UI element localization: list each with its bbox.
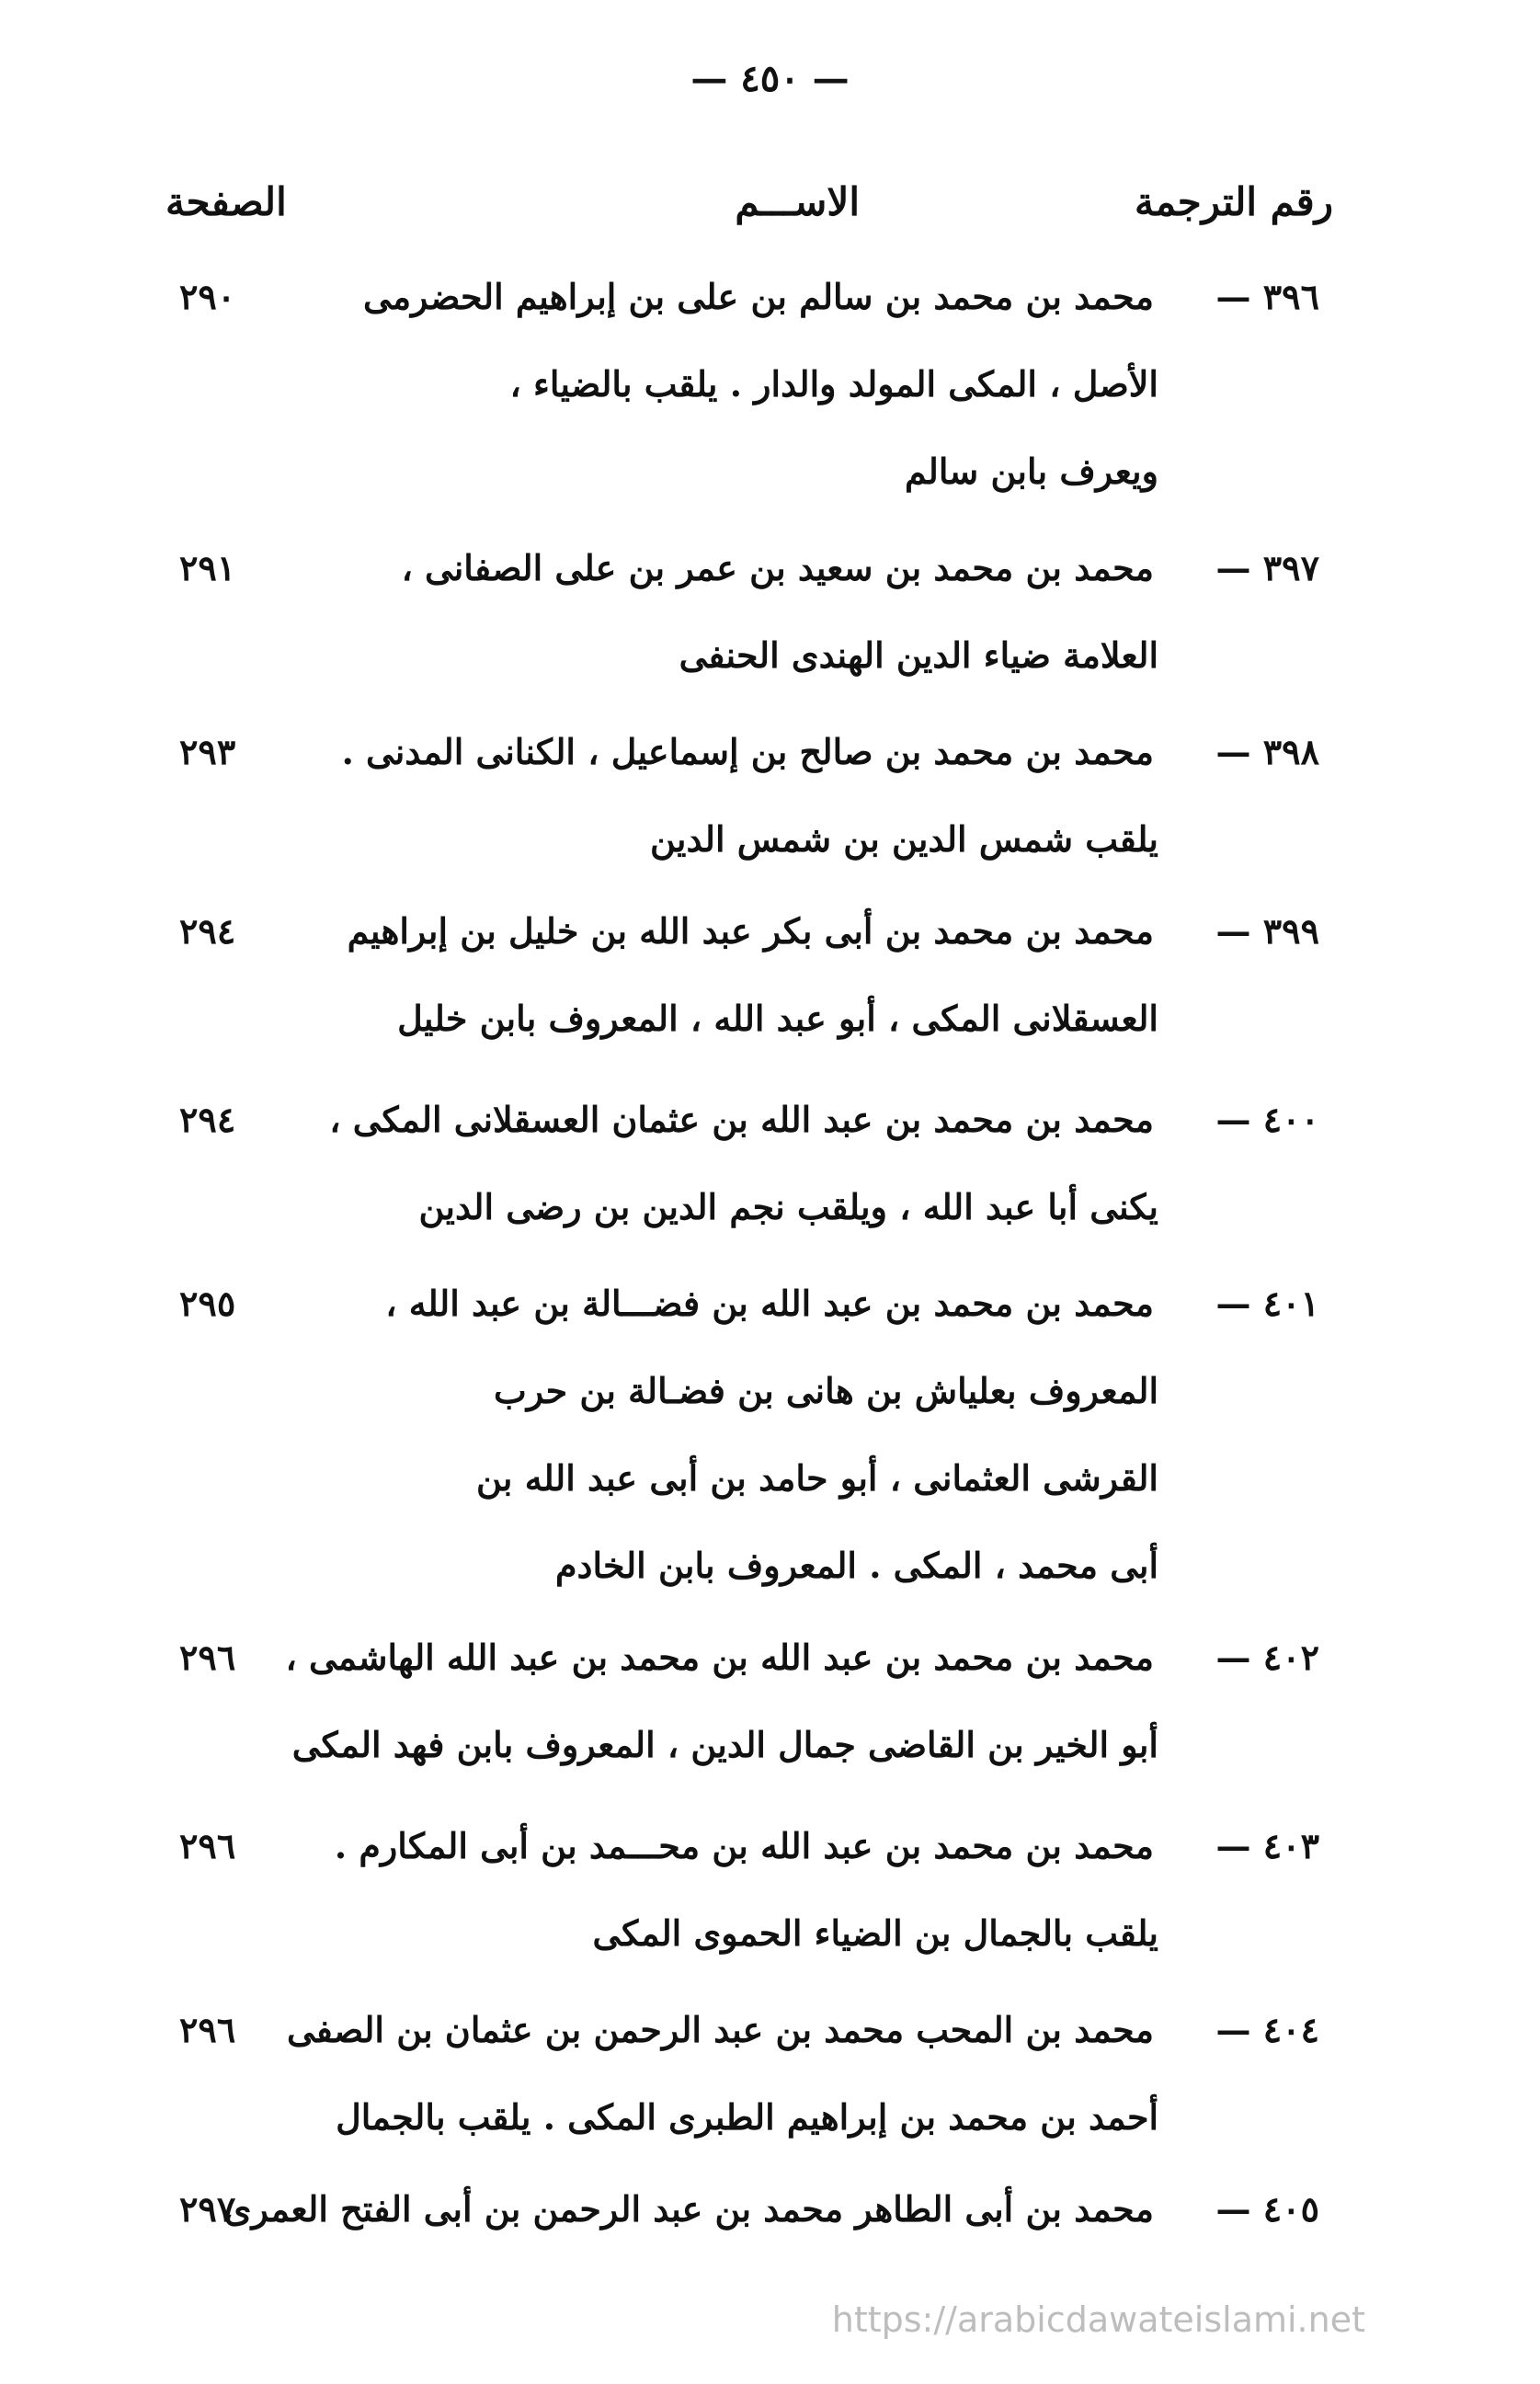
header-page: الصفحة <box>165 179 287 224</box>
entry-page: ٢٩٥ <box>179 1283 236 1324</box>
entry-line: ويعرف بابن سالم <box>904 451 1158 492</box>
entry-page: ٢٩٤ <box>179 1099 236 1140</box>
entry-line: يلقب بالجمال بن الضياء الحموى المكى <box>592 1912 1158 1954</box>
entry-number: ٤٠٠ — <box>1215 1099 1319 1140</box>
entry-page: ٢٩٠ <box>179 276 236 317</box>
entry-page: ٢٩٦ <box>179 1825 236 1866</box>
entry-line: محمد بن أبى الطاهر محمد بن عبد الرحمن بن أبى الفتح العمرى <box>223 2188 1154 2230</box>
entry-line: محمد بن المحب محمد بن عبد الرحمن بن عثمان بن الصفى <box>286 2009 1154 2050</box>
page-number: — ٤٥٠ — <box>690 57 850 100</box>
entry-number: ٤٠١ — <box>1215 1283 1319 1324</box>
entry-line: محمد بن محمد بن عبد الله بن فضـــالة بن عبد الله ، <box>385 1283 1154 1324</box>
entry-number: ٣٩٦ — <box>1215 276 1319 317</box>
entry-line: يكنى أبا عبد الله ، ويلقب نجم الدين بن رضى الدين <box>418 1186 1158 1227</box>
entry-line: أحمد بن محمد بن إبراهيم الطبرى المكى . يلقب بالجمال <box>336 2096 1158 2138</box>
entry-page: ٢٩٦ <box>179 1637 236 1678</box>
entry-number: ٤٠٣ — <box>1215 1825 1319 1866</box>
entry-page: ٢٩٦ <box>179 2009 236 2050</box>
entry-line: القرشى العثمانى ، أبو حامد بن أبى عبد الله بن <box>475 1457 1158 1499</box>
entry-line: الأصل ، المكى المولد والدار . يلقب بالضياء ، <box>509 363 1158 405</box>
entry-line: العلامة ضياء الدين الهندى الحنفى <box>679 634 1158 676</box>
watermark-url: https://arabicdawateislami.net <box>831 2299 1365 2340</box>
entry-line: محمد بن محمد بن عبد الله بن عثمان العسقلانى المكى ، <box>329 1099 1154 1140</box>
entry-page: ٢٩١ <box>179 547 236 588</box>
header-entry-number: رقم الترجمة <box>1134 179 1333 224</box>
entry-line: محمد بن محمد بن صالح بن إسماعيل ، الكنانى المدنى . <box>341 731 1154 772</box>
entry-number: ٣٩٧ — <box>1215 547 1319 588</box>
entry-line: محمد بن محمد بن عبد الله بن محمد بن عبد الله الهاشمى ، <box>285 1637 1154 1678</box>
entry-line: محمد بن محمد بن عبد الله بن محـــمد بن أبى المكارم . <box>334 1825 1154 1866</box>
entry-number: ٤٠٢ — <box>1215 1637 1319 1678</box>
entry-number: ٣٩٨ — <box>1215 731 1319 772</box>
entry-page: ٢٩٤ <box>179 910 236 952</box>
entry-line: محمد بن محمد بن أبى بكر عبد الله بن خليل بن إبراهيم <box>347 910 1154 952</box>
entry-number: ٣٩٩ — <box>1215 910 1319 952</box>
header-name: الاســـم <box>735 179 860 224</box>
entry-number: ٤٠٤ — <box>1215 2009 1319 2050</box>
entry-page: ٢٩٣ <box>179 731 236 772</box>
entry-line: المعروف بعلياش بن هانى بن فضـالة بن حرب <box>493 1370 1158 1411</box>
entry-line: محمد بن محمد بن سالم بن على بن إبراهيم الحضرمى <box>363 276 1154 317</box>
entry-line: أبى محمد ، المكى . المعروف بابن الخادم <box>555 1545 1158 1586</box>
entry-line: محمد بن محمد بن سعيد بن عمر بن على الصفانى ، <box>401 547 1154 588</box>
entry-line: أبو الخير بن القاضى جمال الدين ، المعروف بابن فهد المكى <box>291 1724 1158 1765</box>
entry-line: يلقب شمس الدين بن شمس الدين <box>649 818 1158 860</box>
entry-line: العسقلانى المكى ، أبو عبد الله ، المعروف بابن خليل <box>397 998 1158 1039</box>
entry-number: ٤٠٥ — <box>1215 2188 1319 2230</box>
entry-page: ٢٩٧ <box>179 2188 236 2230</box>
